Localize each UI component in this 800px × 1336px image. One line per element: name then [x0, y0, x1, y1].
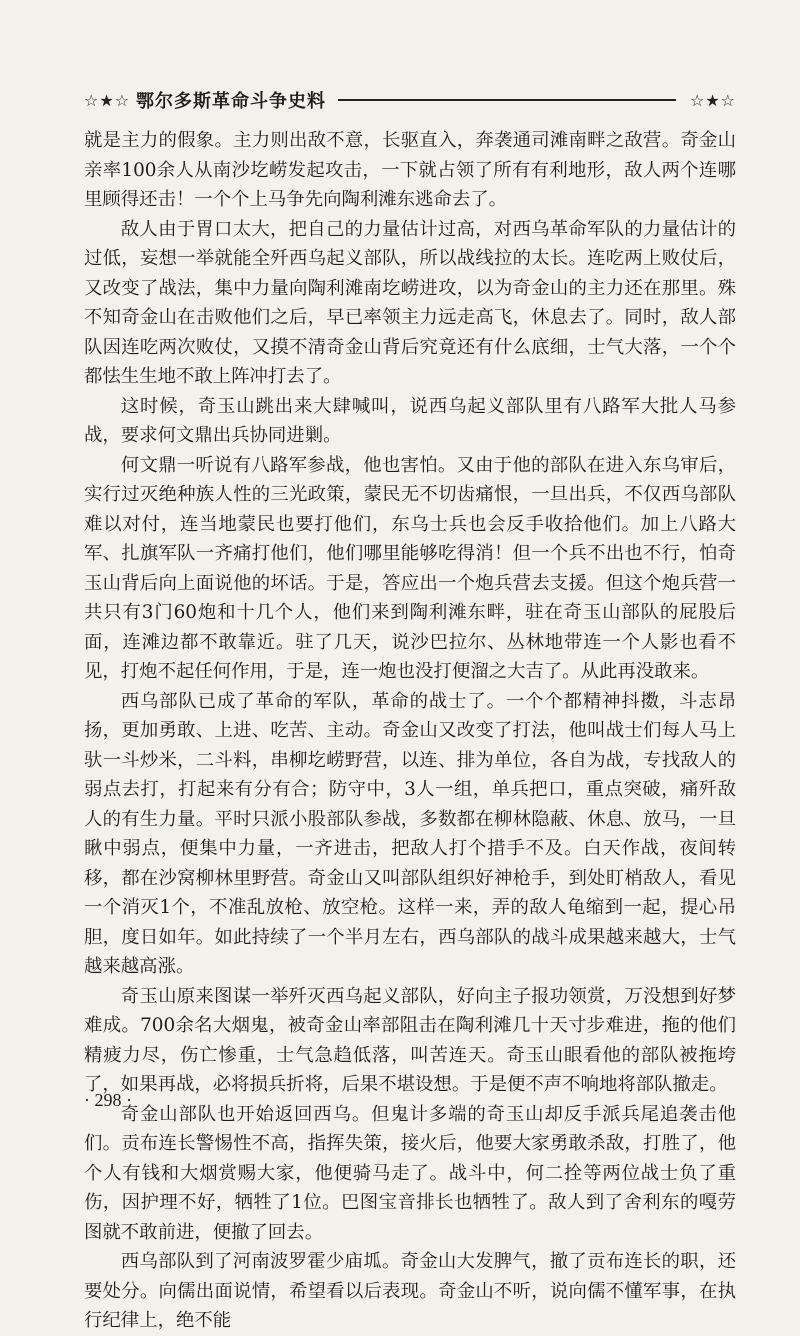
- running-header: [84, 88, 736, 112]
- paragraph: 这时候，奇玉山跳出来大肆喊叫，说西乌起义部队里有八路军大批人马参战，要求何文鼎出兵协同进剿。: [84, 395, 736, 446]
- paragraph: 西乌部队到了河南波罗霍少庙坬。奇金山大发脾气，撤了贡布连长的职，还要处分。向儒出面说情，希望看以后表现。奇金山不听，说向儒不懂军事，在执行纪律上，绝不能: [84, 1251, 736, 1331]
- stars-ornament-right: ☆★☆: [689, 90, 736, 110]
- paragraph: 西乌部队已成了革命的军队，革命的战士了。一个个都精神抖擞，斗志昂扬，更加勇敢、上进、吃苦、主动。奇金山又改变了打法，他叫战士们每人马上驮一斗炒米，二斗料，串柳圪崂野营，以连、排为单位，各自为战，专找敌人的弱点去打，打起来有分有合；防守中，3人一组，单兵把口，重点突破，痛歼敌人的有生力量。平时只派小股部队参战，多数都在柳林隐蔽、休息、放马，一旦瞅中弱点，便集中力量，一齐进击，把敌人打个措手不及。白天作战，夜间转移，都在沙窝柳林里野营。奇金山又叫部队组织好神枪手，到处盯梢敌人，看见一个消灭1个，不准乱放枪、放空枪。这样一来，弄的敌人龟缩到一起，提心吊胆，度日如年。如此持续了一个半月左右，西乌部队的战斗成果越来越大，士气越来越高涨。: [84, 690, 736, 977]
- paragraph: 敌人由于胃口太大，把自己的力量估计过高，对西乌革命军队的力量估计的过低，妄想一举就能全歼西乌起义部队，所以战线拉的太长。连吃两上败仗后，又改变了战法，集中力量向陶利滩南圪崂进攻，以为奇金山的主力还在那里。殊不知奇金山在击败他们之后，早已率领主力远走高飞，休息去了。同时，敌人部队因连吃两次败仗，又摸不清奇金山背后究竟还有什么底细，士气大落，一个个都怯生生地不敢上阵冲打去了。: [84, 218, 736, 387]
- body-text: [84, 126, 736, 1336]
- paragraph: 就是主力的假象。主力则出敌不意，长驱直入，奔袭通司滩南畔之敌营。奇金山亲率100余人从南沙圪崂发起攻击，一下就占领了所有有利地形，敌人两个连哪里顾得还击！一个个上马争先向陶利滩东逃命去了。: [84, 130, 736, 210]
- paragraph: 何文鼎一听说有八路军参战，他也害怕。又由于他的部队在进入东乌审后，实行过灭绝种族人性的三光政策，蒙民无不切齿痛恨，一旦出兵，不仅西乌部队难以对付，连当地蒙民也要打他们，东乌士兵也会反手收拾他们。加上八路大军、扎旗军队一齐痛打他们，他们哪里能够吃得消！但一个兵不出也不行，怕奇玉山背后向上面说他的坏话。于是，答应出一个炮兵营去支援。但这个炮兵营一共只有3门60炮和十几个人，他们来到陶利滩东畔，驻在奇玉山部队的屁股后面，连滩边都不敢靠近。驻了几天，说沙巴拉尔、丛林地带连一个人影也看不见，打炮不起任何作用，于是，连一炮也没打便溜之大吉了。从此再没敢来。: [84, 454, 736, 682]
- book-title: 鄂尔多斯革命斗争史料: [136, 91, 327, 112]
- paragraph: 奇金山部队也开始返回西乌。但鬼计多端的奇玉山却反手派兵尾追袭击他们。贡布连长警惕性不高，指挥失策，接火后，他要大家勇敢杀敌，打胜了，他个人有钱和大烟赏赐大家，他便骑马走了。战斗中，何二拴等两位战士负了重伤，因护理不好，牺牲了1位。巴图宝音排长也牺牲了。敌人到了舍利东的嘎劳图就不敢前进，便撤了回去。: [84, 1103, 736, 1243]
- header-rule: [338, 99, 676, 101]
- paragraph: 奇玉山原来图谋一举歼灭西乌起义部队，好向主子报功领赏，万没想到好梦难成。700余名大烟鬼，被奇金山率部阻击在陶利滩几十天寸步难进，拖的他们精疲力尽，伤亡惨重，士气急趋低落，叫苦连天。奇玉山眼看他的部队被拖垮了，如果再战，必将损兵折将，后果不堪设想。于是便不声不响地将部队撤走。: [84, 985, 736, 1095]
- page-number: · 298 ·: [84, 1090, 132, 1110]
- stars-ornament-left: ☆★☆: [84, 90, 131, 110]
